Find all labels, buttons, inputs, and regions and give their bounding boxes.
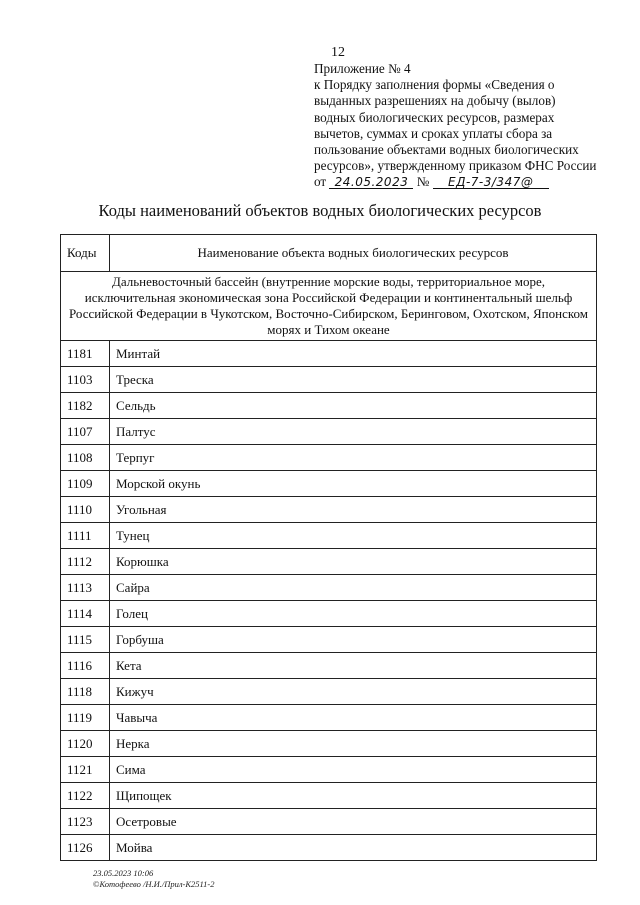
appendix-line: пользование объектами водных биологических [314,142,579,158]
species-name-cell: Корюшка [110,549,597,575]
species-name-cell: Кижуч [110,679,597,705]
header-codes: Коды [61,235,110,272]
table-row [61,341,597,367]
code-cell: 1121 [61,757,110,783]
appendix-line: вычетов, суммах и сроках уплаты сбора за [314,125,553,141]
code-cell: 1120 [61,731,110,757]
species-name-cell: Кета [110,653,597,679]
code-cell: 1123 [61,809,110,835]
code-cell: 1115 [61,627,110,653]
appendix-line: к Порядку заполнения формы «Сведения о [314,77,555,93]
table-header-row [61,235,597,272]
table-row [61,523,597,549]
table-row [61,601,597,627]
appendix-line: водных биологических ресурсов, размерах [314,109,555,125]
species-name-cell: Минтай [110,341,597,367]
species-name-cell: Угольная [110,497,597,523]
species-name-cell: Сельдь [110,393,597,419]
order-reference [314,174,604,190]
table-row [61,731,597,757]
appendix-line: ресурсов», утвержденному приказом ФНС России [314,158,597,174]
table-row [61,419,597,445]
species-name-cell: Голец [110,601,597,627]
from-label: от [314,174,327,190]
code-cell: 1113 [61,575,110,601]
code-cell: 1103 [61,367,110,393]
code-cell: 1109 [61,471,110,497]
header-name: Наименование объекта водных биологических ресурсов [110,235,597,272]
table-row [61,679,597,705]
codes-table [60,234,597,861]
table-row [61,835,597,861]
species-name-cell: Тунец [110,523,597,549]
table-row [61,445,597,471]
table-row [61,471,597,497]
code-cell: 1122 [61,783,110,809]
species-name-cell: Терпуг [110,445,597,471]
code-cell: 1182 [61,393,110,419]
code-cell: 1110 [61,497,110,523]
table-row [61,549,597,575]
appendix-block [314,61,604,191]
code-cell: 1116 [61,653,110,679]
species-name-cell: Треска [110,367,597,393]
species-name-cell: Щипощек [110,783,597,809]
table-row [61,393,597,419]
species-name-cell: Сайра [110,575,597,601]
species-name-cell: Осетровые [110,809,597,835]
page-number: 12 [331,45,345,60]
section-row [61,272,597,341]
footer-timestamp: 23.05.2023 10:06 [93,868,154,878]
footer [93,868,214,890]
code-cell: 1111 [61,523,110,549]
table-row [61,705,597,731]
table-row [61,367,597,393]
table-row [61,653,597,679]
species-name-cell: Нерка [110,731,597,757]
number-label: № [416,174,430,190]
code-cell: 1181 [61,341,110,367]
species-name-cell: Сима [110,757,597,783]
table-row [61,757,597,783]
code-cell: 1108 [61,445,110,471]
code-cell: 1119 [61,705,110,731]
code-cell: 1126 [61,835,110,861]
table-row [61,809,597,835]
code-cell: 1112 [61,549,110,575]
table-row [61,575,597,601]
code-cell: 1114 [61,601,110,627]
appendix-line: Приложение № 4 [314,61,411,76]
table-row [61,627,597,653]
table-row [61,497,597,523]
section-heading: Дальневосточный бассейн (внутренние морские воды, территориальное море, исключительная экономическая зона Российской Федерации и континентальный шельф Российской Федерации в Чукотском, Восточно-Сибирском, Беринговом, Охотском, Японском морях и Тихом океане [61,272,597,341]
species-name-cell: Морской окунь [110,471,597,497]
page-title: Коды наименований объектов водных биологических ресурсов [98,201,542,220]
order-number: ЕД-7-3/347@ [433,176,549,189]
species-name-cell: Палтус [110,419,597,445]
code-cell: 1107 [61,419,110,445]
footer-signature: Котофеево /Н.И./Прил-К2511-2 [99,879,215,889]
species-name-cell: Мойва [110,835,597,861]
order-date: 24.05.2023 [329,176,413,189]
copyright-icon: © [93,879,100,889]
species-name-cell: Горбуша [110,627,597,653]
species-name-cell: Чавыча [110,705,597,731]
appendix-line: выданных разрешениях на добычу (вылов) [314,93,556,109]
code-cell: 1118 [61,679,110,705]
table-row [61,783,597,809]
